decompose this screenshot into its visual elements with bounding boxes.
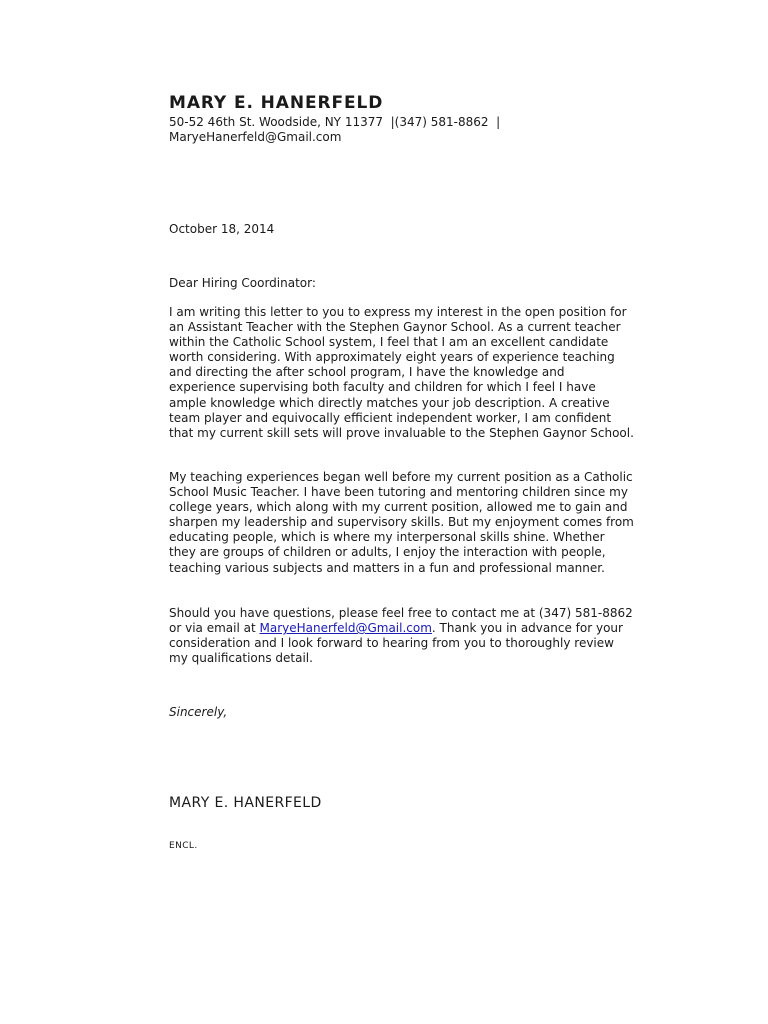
signature-name: MARY E. HANERFELD bbox=[169, 795, 322, 811]
enclosure-note: ENCL. bbox=[169, 841, 198, 851]
paragraph-line: and directing the after school program, I have the knowledge and bbox=[169, 365, 565, 380]
sender-name-header: MARY E. HANERFELD bbox=[169, 93, 384, 113]
paragraph-line: educating people, which is where my interpersonal skills shine. Whether bbox=[169, 530, 605, 545]
paragraph-line: consideration and I look forward to hearing from you to thoroughly review bbox=[169, 636, 614, 651]
closing: Sincerely, bbox=[169, 705, 228, 719]
paragraph-line: My teaching experiences began well before my current position as a Catholic bbox=[169, 470, 633, 484]
paragraph-line: team player and equivocally efficient independent worker, I am confident bbox=[169, 410, 612, 425]
email-suffix-text: . Thank you in advance for your bbox=[431, 621, 623, 636]
paragraph-line: they are groups of children or adults, I enjoy the interaction with people, bbox=[169, 545, 606, 560]
paragraph-line: School Music Teacher. I have been tutoring and mentoring children since my bbox=[169, 485, 628, 500]
paragraph-line: sharpen my leadership and supervisory skills. But my enjoyment comes from bbox=[169, 515, 634, 530]
paragraph-line: within the Catholic School system, I feel that I am an excellent candidate bbox=[169, 335, 609, 350]
contact-email: MaryeHanerfeld@Gmail.com bbox=[169, 130, 342, 144]
contact-address-phone: 50-52 46th St. Woodside, NY 11377 |(347) 581-8862 | bbox=[169, 115, 501, 129]
sender-contact-info bbox=[169, 115, 669, 145]
paragraph-line: Should you have questions, please feel free to contact me at (347) 581-8862 bbox=[169, 606, 633, 620]
paragraph-line: that my current skill sets will prove invaluable to the Stephen Gaynor School. bbox=[169, 425, 634, 440]
paragraph-line: worth considering. With approximately eight years of experience teaching bbox=[169, 350, 615, 365]
paragraph-line: ample knowledge which directly matches your job description. A creative bbox=[169, 395, 610, 410]
paragraph-experience bbox=[169, 470, 669, 576]
paragraph-contact bbox=[169, 606, 669, 666]
paragraph-line bbox=[169, 621, 669, 636]
paragraph-line: I am writing this letter to you to express my interest in the open position for bbox=[169, 305, 627, 319]
email-prefix-text: or via email at bbox=[169, 621, 260, 636]
email-link[interactable]: MaryeHanerfeld@Gmail.com bbox=[259, 621, 432, 636]
letter-date: October 18, 2014 bbox=[169, 222, 275, 236]
paragraph-line: college years, which along with my current position, allowed me to gain and bbox=[169, 500, 628, 515]
salutation: Dear Hiring Coordinator: bbox=[169, 276, 316, 290]
paragraph-line: teaching various subjects and matters in a fun and professional manner. bbox=[169, 560, 605, 575]
paragraph-line: my qualifications detail. bbox=[169, 651, 313, 666]
paragraph-line: experience supervising both faculty and children for which I feel I have bbox=[169, 380, 596, 395]
paragraph-line: an Assistant Teacher with the Stephen Gaynor School. As a current teacher bbox=[169, 320, 621, 335]
paragraph-interest bbox=[169, 305, 669, 441]
